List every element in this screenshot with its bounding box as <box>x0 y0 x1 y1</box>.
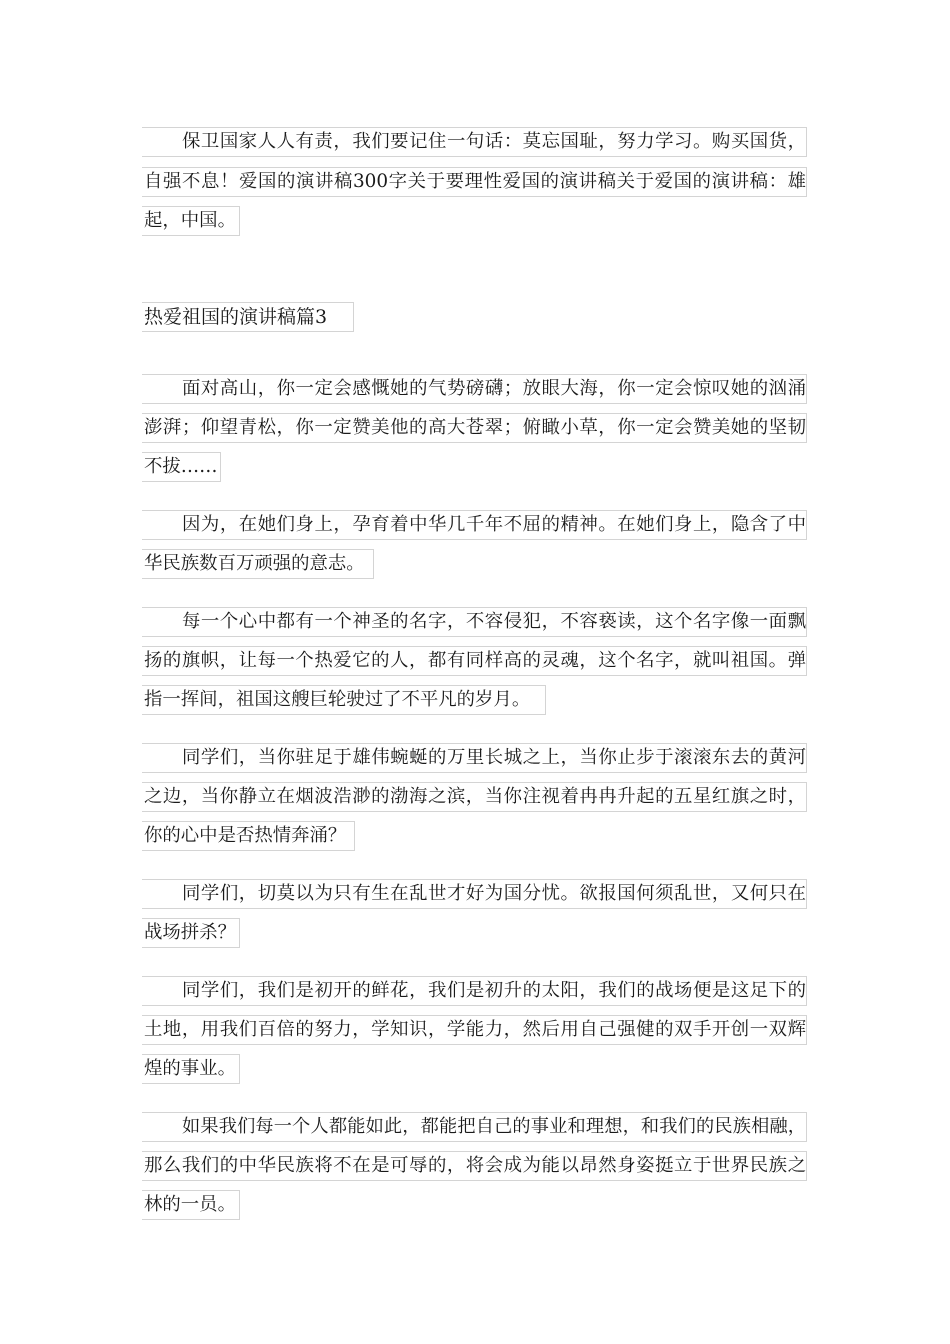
paragraph-line: 你的心中是否热情奔涌？ <box>142 821 355 851</box>
paragraph-line: 澎湃；仰望青松，你一定赞美他的高大苍翠；俯瞰小草，你一定会赞美她的坚韧 <box>142 413 807 443</box>
paragraph-line: 土地，用我们百倍的努力，学知识，学能力，然后用自己强健的双手开创一双辉 <box>142 1015 807 1045</box>
paragraph-line: 不拔…… <box>142 452 221 482</box>
paragraph-line: 保卫国家人人有责，我们要记住一句话：莫忘国耻，努力学习。购买国货， <box>142 127 807 157</box>
paragraph-line: 那么我们的中华民族将不在是可辱的，将会成为能以昂然身姿挺立于世界民族之 <box>142 1151 807 1181</box>
paragraph-line: 煌的事业。 <box>142 1054 240 1084</box>
paragraph-line: 同学们，当你驻足于雄伟蜿蜒的万里长城之上，当你止步于滚滚东去的黄河 <box>142 743 807 773</box>
paragraph-line: 林的一员。 <box>142 1190 240 1220</box>
paragraph-line: 如果我们每一个人都能如此，都能把自己的事业和理想，和我们的民族相融， <box>142 1112 807 1142</box>
section-heading: 热爱祖国的演讲稿篇3 <box>142 302 354 332</box>
paragraph-line: 华民族数百万顽强的意志。 <box>142 549 374 579</box>
paragraph-line: 战场拼杀？ <box>142 918 240 948</box>
paragraph-line: 指一挥间，祖国这艘巨轮驶过了不平凡的岁月。 <box>142 685 546 715</box>
paragraph-line: 每一个心中都有一个神圣的名字，不容侵犯，不容亵读，这个名字像一面飘 <box>142 607 807 637</box>
paragraph-line: 扬的旗帜，让每一个热爱它的人，都有同样高的灵魂，这个名字，就叫祖国。弹 <box>142 646 807 676</box>
paragraph-line: 同学们，我们是初开的鲜花，我们是初升的太阳，我们的战场便是这足下的 <box>142 976 807 1006</box>
paragraph-line: 之边，当你静立在烟波浩渺的渤海之滨，当你注视着冉冉升起的五星红旗之时， <box>142 782 807 812</box>
paragraph-line: 同学们，切莫以为只有生在乱世才好为国分忧。欲报国何须乱世，又何只在 <box>142 879 807 909</box>
paragraph-line: 起，中国。 <box>142 206 240 236</box>
paragraph-line: 面对高山，你一定会感慨她的气势磅礴；放眼大海，你一定会惊叹她的汹涌 <box>142 374 807 404</box>
paragraph-line: 自强不息！爱国的演讲稿300字关于要理性爱国的演讲稿关于爱国的演讲稿：雄 <box>142 167 807 197</box>
paragraph-line: 因为，在她们身上，孕育着中华几千年不屈的精神。在她们身上，隐含了中 <box>142 510 807 540</box>
